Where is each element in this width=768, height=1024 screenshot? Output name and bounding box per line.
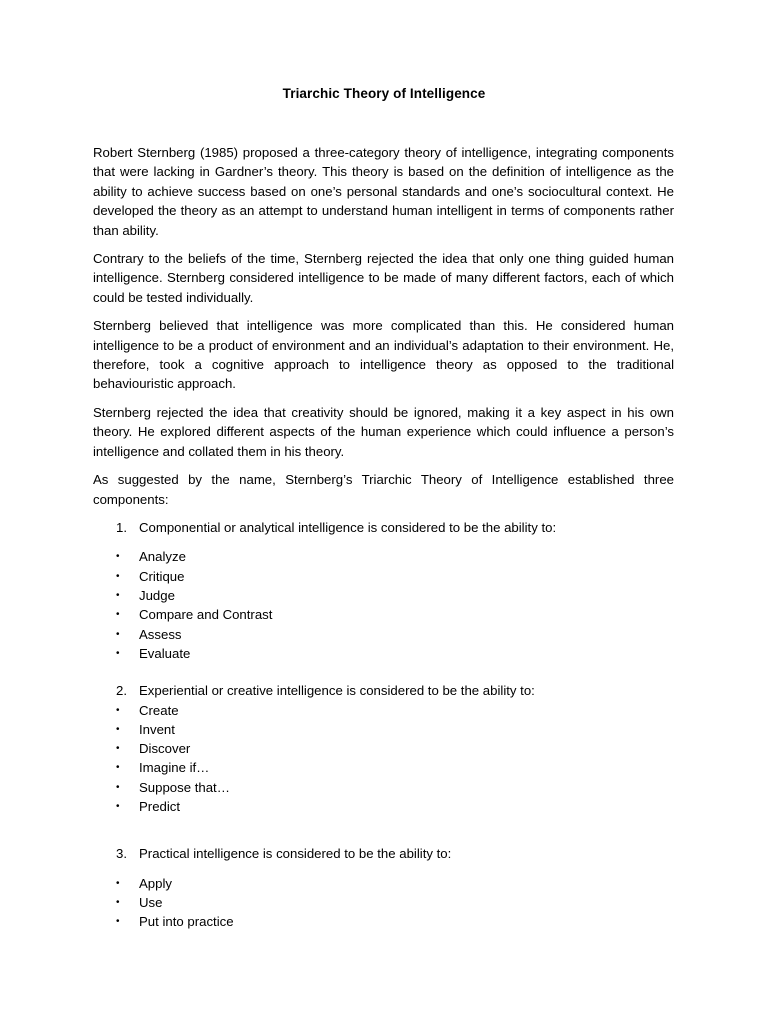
list-item xyxy=(93,797,674,816)
paragraph-2: Contrary to the beliefs of the time, Sternberg rejected the idea that only one thing guided human intelligence. Sternberg considered intelligence to be made of many different factors, each of which could be tested individually. xyxy=(93,251,674,305)
list-item xyxy=(93,874,674,893)
document-body xyxy=(93,143,674,932)
list-number: 2. xyxy=(116,683,127,699)
list-item xyxy=(93,893,674,912)
bullet-icon: • xyxy=(116,551,120,563)
list-item-text: Discover xyxy=(139,741,191,757)
list-number: 3. xyxy=(116,846,127,862)
list-item-text: Predict xyxy=(139,798,181,814)
list-heading-text: Componential or analytical intelligence is considered to be the ability to: xyxy=(139,519,557,535)
bullet-icon: • xyxy=(116,781,120,793)
bullet-icon: • xyxy=(116,896,120,908)
list-item-text: Invent xyxy=(139,721,175,737)
list-item-text: Critique xyxy=(139,568,185,584)
bullet-icon: • xyxy=(116,877,120,889)
paragraph-5: As suggested by the name, Sternberg’s Triarchic Theory of Intelligence established three components: xyxy=(93,472,674,507)
paragraph-3: Sternberg believed that intelligence was more complicated than this. He considered human intelligence to be a product of environment and an individual’s adaptation to their environment. He, therefore, took a cognitive approach to intelligence theory as opposed to the traditional behaviouristic approach. xyxy=(93,318,674,392)
bullet-icon: • xyxy=(116,800,120,812)
list-heading-text: Practical intelligence is considered to be the ability to: xyxy=(139,846,452,862)
list-heading-text: Experiential or creative intelligence is considered to be the ability to: xyxy=(139,683,535,699)
list-item xyxy=(93,567,674,586)
list-item-text: Apply xyxy=(139,875,172,891)
list-item xyxy=(93,547,674,566)
bullet-icon: • xyxy=(116,723,120,735)
component-1-list xyxy=(93,547,674,663)
list-item xyxy=(93,586,674,605)
list-item xyxy=(93,605,674,624)
list-item-text: Imagine if… xyxy=(139,760,210,776)
list-item-text: Evaluate xyxy=(139,645,191,661)
component-2-heading xyxy=(93,681,674,700)
list-item xyxy=(93,720,674,739)
component-3-list xyxy=(93,874,674,932)
list-item-text: Use xyxy=(139,894,163,910)
document-title: Triarchic Theory of Intelligence xyxy=(282,86,486,101)
list-item-text: Assess xyxy=(139,626,182,642)
paragraph-1: Robert Sternberg (1985) proposed a three-category theory of intelligence, integrating components that were lacking in Gardner’s theory. This theory is based on the definition of intelligence as the ability to achieve success based on one’s personal standards and one’s sociocultural context. He developed the theory as an attempt to understand human intelligent in terms of components rather than ability. xyxy=(93,145,674,238)
bullet-icon: • xyxy=(116,628,120,640)
list-item-text: Create xyxy=(139,702,179,718)
paragraph-4: Sternberg rejected the idea that creativity should be ignored, making it a key aspect in his own theory. He explored different aspects of the human experience which could influence a person’s intelligence and collated them in his theory. xyxy=(93,404,674,459)
bullet-icon: • xyxy=(116,589,120,601)
list-item-text: Put into practice xyxy=(139,914,234,930)
list-number: 1. xyxy=(116,519,127,535)
component-1-heading xyxy=(93,518,674,537)
component-3-heading xyxy=(93,844,674,863)
component-2-list xyxy=(93,701,674,817)
list-item xyxy=(93,701,674,720)
bullet-icon: • xyxy=(116,743,120,755)
bullet-icon: • xyxy=(116,609,120,621)
bullet-icon: • xyxy=(116,916,120,928)
list-item xyxy=(93,644,674,663)
bullet-icon: • xyxy=(116,704,120,716)
list-item xyxy=(93,778,674,797)
list-item-text: Suppose that… xyxy=(139,779,230,795)
list-item xyxy=(93,625,674,644)
list-item-text: Compare and Contrast xyxy=(139,607,273,623)
list-item-text: Judge xyxy=(139,587,175,603)
bullet-icon: • xyxy=(116,570,120,582)
bullet-icon: • xyxy=(116,762,120,774)
list-item xyxy=(93,739,674,758)
list-item xyxy=(93,758,674,777)
list-item xyxy=(93,912,674,931)
list-item-text: Analyze xyxy=(139,549,186,565)
bullet-icon: • xyxy=(116,647,120,659)
